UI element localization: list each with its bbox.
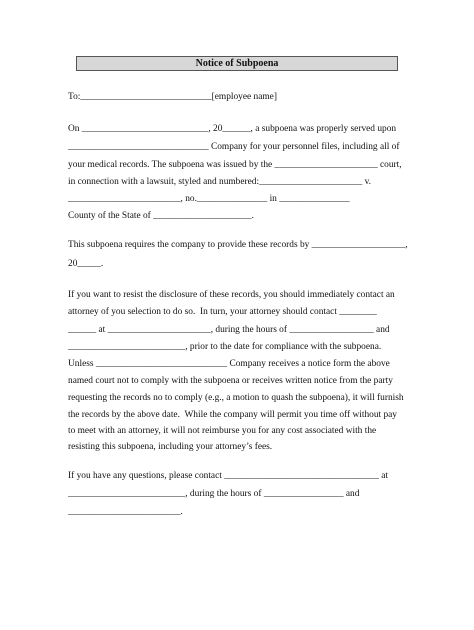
paragraph-3-line-6: named court not to comply with the subpoena or receives written notice from the party <box>68 376 393 386</box>
paragraph-1-line-3: your medical records. The subpoena was issued by the ______________________ court, <box>68 160 402 170</box>
paragraph-4-line-2: _________________________, during the hours of _________________ and <box>68 489 360 499</box>
paragraph-1-line-1: On ___________________________, 20______, a subpoena was properly served upon <box>68 124 397 134</box>
title-bar <box>76 56 398 71</box>
paragraph-3-line-5: Unless ____________________________ Company receives a notice form the above <box>68 359 390 369</box>
document-title: Notice of Subpoena <box>195 57 279 69</box>
paragraph-1-line-5: ________________________, no._______________ in _______________ <box>68 194 350 204</box>
paragraph-4-line-3: ________________________. <box>68 507 183 517</box>
paragraph-1-line-4: in connection with a lawsuit, styled and numbered:______________________ v. <box>68 177 371 187</box>
paragraph-2-line-2: 20_____. <box>68 259 104 269</box>
paragraph-3-line-8: the records by the above date. While the company will permit you time off without pay <box>68 410 397 420</box>
paragraph-3-line-7: requesting the records no to comply (e.g., a motion to quash the subpoena), it will furnish <box>68 393 404 403</box>
paragraph-3-line-10: resisting this subpoena, including your attorney’s fees. <box>68 442 273 452</box>
paragraph-3-line-3: ______ at ______________________, during the hours of __________________ and <box>68 325 390 335</box>
to-line: To:____________________________[employee name] <box>68 92 277 102</box>
paragraph-4-line-1: If you have any questions, please contact _________________________________ at <box>68 471 388 481</box>
paragraph-1-line-2: ______________________________ Company for your personnel files, including all of <box>68 142 400 152</box>
paragraph-2-line-1: This subpoena requires the company to provide these records by ____________________, <box>68 240 408 250</box>
paragraph-1-line-6: County of the State of _____________________. <box>68 211 254 221</box>
paragraph-3-line-9: to meet with an attorney, it will not reimburse you for any cost associated with the <box>68 426 377 436</box>
paragraph-3-line-1: If you want to resist the disclosure of these records, you should immediately contact an <box>68 290 395 300</box>
paragraph-3-line-4: _________________________, prior to the date for compliance with the subpoena. <box>68 342 382 352</box>
paragraph-3-line-2: attorney of you selection to do so. In turn, your attorney should contact ________ <box>68 307 377 317</box>
